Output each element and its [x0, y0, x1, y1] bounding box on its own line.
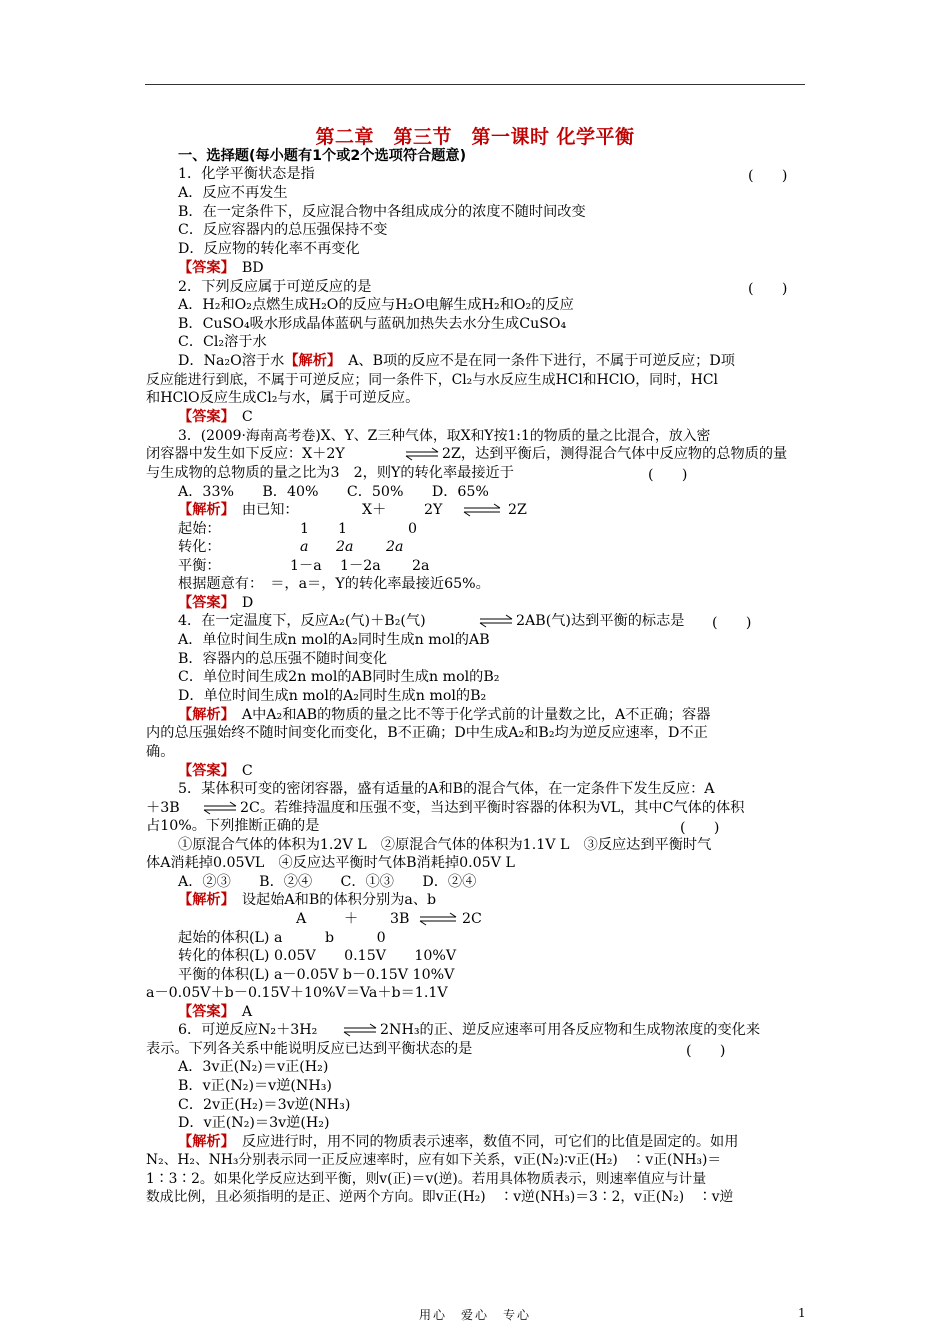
q5-line-2b: 2C。若维持温度和压强不变，当达到平衡时容器的体积为VL，其中C气体的体积	[240, 800, 745, 816]
q4-stem-b: 2AB(气)达到平衡的标志是	[516, 613, 685, 629]
q5-row-2: 转化的体积(L) 0.05V 0.15V 10%V	[178, 948, 457, 964]
q3-line-3: 与生成物的总物质的量之比为3 2，则Y的转化率最接近于	[146, 465, 514, 481]
q3-options: A．33% B．40% C．50% D．65%	[178, 484, 489, 500]
q2-answer: 【答案】 C	[178, 409, 253, 425]
q6-analysis-3: 1∶3∶2。如果化学反应达到平衡，则v(正)＝v(逆)。若用具体物质表示，则速率值应与计量	[146, 1171, 707, 1187]
q3-eq-y: 2Y	[424, 502, 443, 518]
q2-analysis-2: 反应能进行到底，不属于可逆反应；同一条件下，Cl₂与水反应生成HCl和HClO，同时，HCl	[146, 372, 718, 388]
page-footer: 用心 爱心 专心	[418, 1308, 531, 1322]
q5-line-4: ①原混合气体的体积为1.2V L ②原混合气体的体积为1.1V L ③反应达到平衡时气	[178, 837, 712, 853]
q6-analysis-2: N₂、H₂、NH₃分别表示同一正反应速率时，应有如下关系，v正(N₂)∶v正(H₂) ∶v正(NH₃)＝	[146, 1152, 722, 1168]
q6-line-1b: 2NH₃的正、逆反应速率可用各反应物和生成物浓度的变化来	[380, 1022, 761, 1038]
q3-blank: ( )	[648, 467, 688, 483]
q5-eq-a: A	[296, 911, 307, 927]
q3-eq-z: 2Z	[508, 502, 527, 518]
q3-analysis-arrow-icon	[460, 503, 504, 517]
q6-line-2: 表示。下列各关系中能说明反应已达到平衡状态的是	[146, 1041, 473, 1057]
q4-analysis-3: 确。	[146, 744, 175, 760]
q3-reversible-arrow-icon	[402, 447, 442, 461]
section-heading: 一、选择题(每小题有1个或2个选项符合题意)	[178, 148, 467, 164]
q3-analysis-head: 【解析】 由已知：	[178, 502, 299, 518]
q4-option-d: D．单位时间生成n mol的A₂同时生成n mol的B₂	[178, 688, 487, 704]
q5-line-5: 体A消耗掉0.05VL ④反应达平衡时气体B消耗掉0.05V L	[146, 855, 515, 871]
q6-option-a: A．3v正(N₂)＝v正(H₂)	[178, 1059, 329, 1075]
q5-blank: ( )	[680, 820, 720, 836]
q5-reversible-arrow-icon	[200, 801, 240, 815]
q3-line-2a: 闭容器中发生如下反应：X＋2Y	[146, 446, 345, 462]
q3-row1-v2: 1	[338, 521, 348, 537]
q5-line-3: 占10%。下列推断正确的是	[146, 818, 320, 834]
q1-option-d: D．反应物的转化率不再变化	[178, 241, 360, 257]
q6-blank: ( )	[686, 1043, 726, 1059]
q5-row-3: 平衡的体积(L) a－0.05V b－0.15V 10%V	[178, 967, 455, 983]
q5-answer: 【答案】 A	[178, 1004, 253, 1020]
q2-option-c: C．Cl₂溶于水	[178, 334, 267, 350]
page-title: 第二章 第三节 第一课时 化学平衡	[315, 126, 635, 148]
q5-options: A．②③ B．②④ C．①③ D．②④	[178, 874, 477, 890]
q3-row1-v3: 0	[408, 521, 418, 537]
q6-analysis-1: 【解析】 反应进行时，用不同的物质表示速率，数值不同，可它们的比值是固定的。如用	[178, 1134, 739, 1150]
q5-line-1: 5．某体积可变的密闭容器，盛有适量的A和B的混合气体，在一定条件下发生反应：A	[178, 781, 715, 797]
q4-reversible-arrow-icon	[476, 614, 516, 628]
q1-option-b: B．在一定条件下，反应混合物中各组成成分的浓度不随时间改变	[178, 204, 586, 220]
q3-eq-x: X＋	[362, 502, 387, 518]
q4-analysis-1: 【解析】 A中A₂和AB的物质的量之比不等于化学式前的计量数之比，A不正确；容器	[178, 707, 711, 723]
q6-option-c: C．2v正(H₂)＝3v逆(NH₃)	[178, 1097, 351, 1113]
q2-blank: ( )	[748, 281, 788, 297]
q4-stem-a: 4．在一定温度下，反应A₂(气)＋B₂(气)	[178, 613, 426, 629]
q3-row3-v2: 1－2a	[340, 558, 381, 574]
q2-option-b: B．CuSO₄吸水形成晶体蓝矾与蓝矾加热失去水分生成CuSO₄	[178, 316, 567, 332]
q3-conclusion: 根据题意有： ＝，a＝，Y的转化率最接近65%。	[178, 576, 490, 592]
q1-option-a: A．反应不再发生	[178, 185, 288, 201]
q4-analysis-2: 内的总压强始终不随时间变化而变化，B不正确；D中生成A₂和B₂均为逆反应速率，D不正	[146, 725, 708, 741]
q1-answer: 【答案】 BD	[178, 260, 264, 276]
q5-eq-plus: ＋	[344, 911, 359, 927]
q3-row1-v1: 1	[300, 521, 310, 537]
q3-row2-v1: a	[300, 539, 309, 555]
q5-eq-c: 2C	[462, 911, 482, 927]
q4-answer: 【答案】 C	[178, 763, 253, 779]
q3-row3-v1: 1－a	[290, 558, 322, 574]
q5-analysis-head: 【解析】 设起始A和B的体积分别为a、b	[178, 892, 437, 908]
q3-answer: 【答案】 D	[178, 595, 254, 611]
q5-line-2a: ＋3B	[146, 800, 180, 816]
q3-row2-v3: 2a	[386, 539, 404, 555]
header-rule	[145, 84, 805, 85]
q3-line-1: 3．(2009·海南高考卷)X、Y、Z三种气体，取X和Y按1:1的物质的量之比混合，放入密	[178, 428, 711, 444]
q1-blank: ( )	[748, 168, 788, 184]
q1-stem: 1．化学平衡状态是指	[178, 166, 315, 182]
q3-line-2b: 2Z，达到平衡后，测得混合气体中反应物的总物质的量	[442, 446, 788, 462]
q2-option-a: A．H₂和O₂点燃生成H₂O的反应与H₂O电解生成H₂和O₂的反应	[178, 297, 574, 313]
q6-reversible-arrow-icon	[340, 1023, 380, 1037]
q3-row2-label: 转化：	[178, 539, 221, 555]
q4-blank: ( )	[712, 615, 752, 631]
q2-option-d-analysis: D．Na₂O溶于水【解析】 A、B项的反应不是在同一条件下进行，不属于可逆反应；D项	[178, 353, 735, 369]
q2-stem: 2．下列反应属于可逆反应的是	[178, 279, 372, 295]
q4-option-b: B．容器内的总压强不随时间变化	[178, 651, 388, 667]
q5-row-1: 起始的体积(L) a b 0	[178, 930, 386, 946]
q4-option-a: A．单位时间生成n mol的A₂同时生成n mol的AB	[178, 632, 490, 648]
q6-option-b: B．v正(N₂)＝v逆(NH₃)	[178, 1078, 332, 1094]
q5-sum: a－0.05V＋b－0.15V＋10%V＝Va＋b＝1.1V	[146, 985, 448, 1001]
q1-option-c: C．反应容器内的总压强保持不变	[178, 222, 388, 238]
q5-analysis-arrow-icon	[416, 912, 460, 926]
q6-line-1a: 6．可逆反应N₂＋3H₂	[178, 1022, 318, 1038]
q3-row3-label: 平衡：	[178, 558, 221, 574]
q3-row2-v2: 2a	[336, 539, 354, 555]
q3-row3-v3: 2a	[412, 558, 430, 574]
q6-analysis-4: 数成比例，且必须指明的是正、逆两个方向。即v正(H₂) ∶v逆(NH₃)＝3∶2，v正(N₂) ∶v逆	[146, 1189, 734, 1205]
q3-row1-label: 起始：	[178, 521, 221, 537]
q6-option-d: D．v正(N₂)＝3v逆(H₂)	[178, 1115, 330, 1131]
q2-analysis-3: 和HClO反应生成Cl₂与水，属于可逆反应。	[146, 390, 420, 406]
page-number: 1	[798, 1306, 806, 1320]
q4-option-c: C．单位时间生成2n mol的AB同时生成n mol的B₂	[178, 669, 500, 685]
q5-eq-b: 3B	[390, 911, 410, 927]
